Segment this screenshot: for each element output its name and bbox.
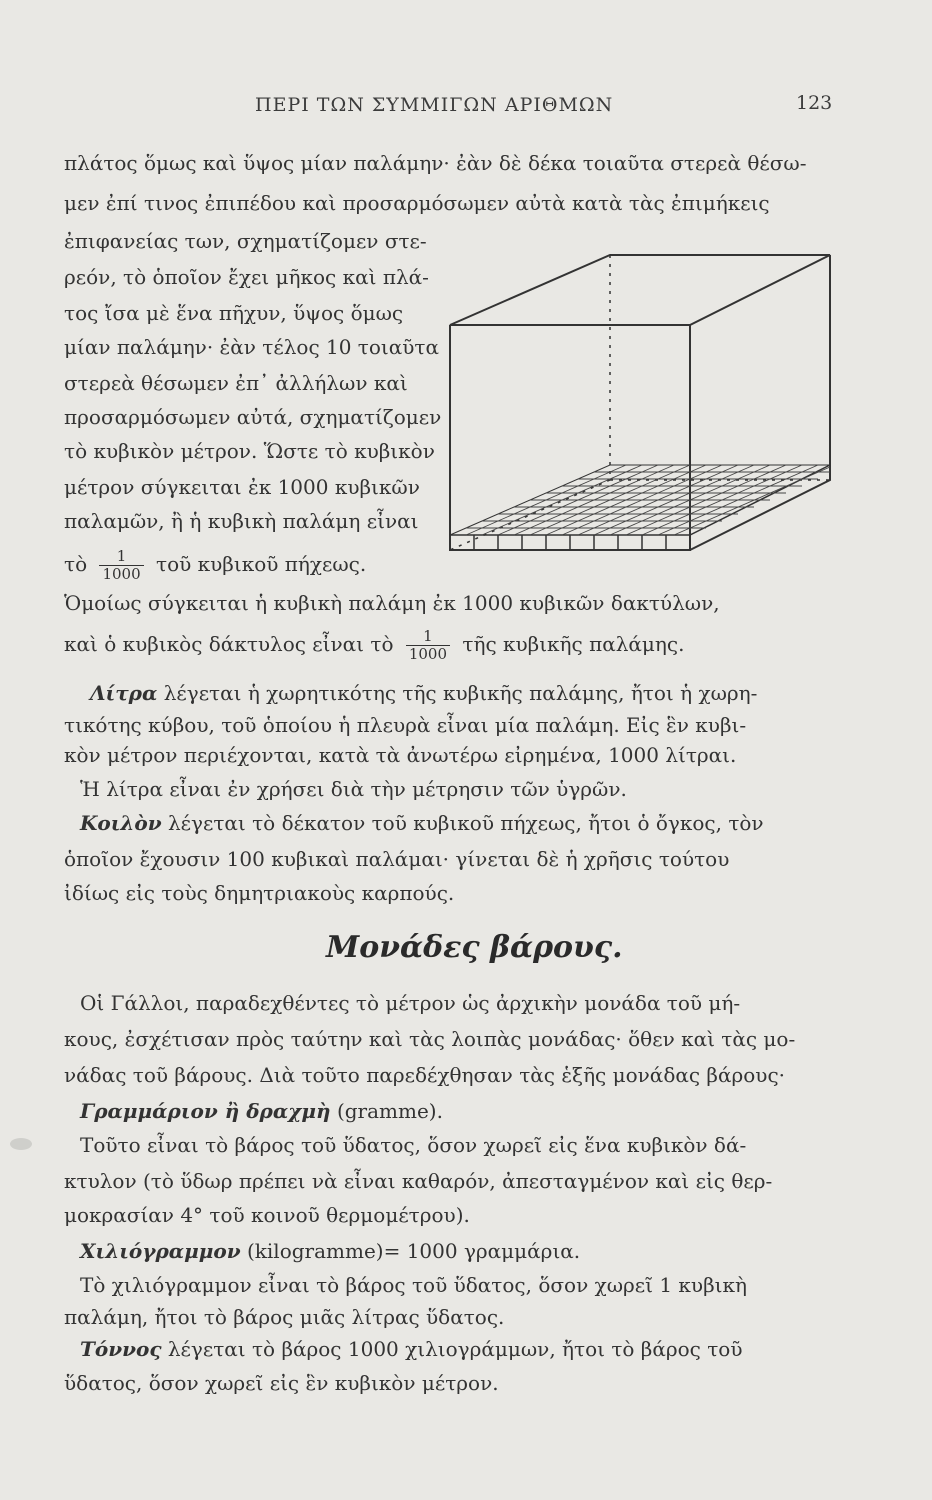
text-line: ὕδατος, ὅσον χωρεῖ εἰς ἓν κυβικὸν μέτρον. [64,1371,499,1395]
text-line: ἐπιφανείας των, σχηματίζομεν στε- [64,229,427,253]
fraction-denominator: 1000 [102,565,141,583]
text-line: μίαν παλάμην· ἐὰν τέλος 10 τοιαῦτα [64,335,439,359]
running-title: ΠΕΡΙ ΤΩΝ ΣΥΜΜΙΓΩΝ ΑΡΙΘΜΩΝ [255,94,614,116]
fraction-line-suffix: τοῦ κυβικοῦ πήχεως. [156,552,367,576]
fraction-numerator: 1 [99,548,143,566]
text-span: λέγεται ἡ χωρητικότης τῆς κυβικῆς παλάμης, ἤτοι ἡ χωρη- [163,681,758,705]
text-span: (kilogramme)= 1000 γραμμάρια. [246,1239,581,1263]
fraction-denominator: 1000 [408,645,448,663]
fraction [99,548,143,583]
text-line: Τοῦτο εἶναι τὸ βάρος τοῦ ὕδατος, ὅσον χωρεῖ εἰς ἕνα κυβικὸν δά- [80,1133,747,1157]
text-line: ὁποῖον ἔχουσιν 100 κυβικαὶ παλάμαι· γίνεται δὲ ἡ χρῆσις τούτου [64,847,730,871]
cubic-meter-diagram [430,235,850,565]
slab-front-ticks [474,535,666,550]
text-line: κτυλον (τὸ ὕδωρ πρέπει νὰ εἶναι καθαρόν, ἀπεσταγμένον καὶ εἰς θερ- [64,1169,773,1193]
text-line: μέτρον σύγκειται ἐκ 1000 κυβικῶν [64,475,420,499]
text-line: Ἡ λίτρα εἶναι ἐν χρήσει διὰ τὴν μέτρησιν τῶν ὑγρῶν. [80,777,627,801]
section-title: Μονάδες βάρους. [326,930,623,965]
text-line: νάδας τοῦ βάρους. Διὰ τοῦτο παρεδέχθησαν τὰς ἑξῆς μονάδας βάρους· [64,1063,786,1087]
text-line: πλάτος ὅμως καὶ ὕψος μίαν παλάμην· ἐὰν δὲ δέκα τοιαῦτα στερεὰ θέσω- [64,151,807,175]
text-line: παλάμη, ἤτοι τὸ βάρος μιᾶς λίτρας ὕδατος. [64,1305,505,1329]
cube-side-edge [690,255,830,550]
text-line: Οἱ Γάλλοι, παραδεχθέντες τὸ μέτρον ὡς ἀρχικὴν μονάδα τοῦ μή- [80,991,741,1015]
text-line: στερεὰ θέσωμεν ἐπ᾽ ἀλλήλων καὶ [64,371,408,395]
fraction-line [64,548,366,583]
term-gramm: Γραμμάριον ἢ δραχμὴ [80,1099,331,1123]
text-line: ἰδίως εἰς τοὺς δημητριακοὺς καρπούς. [64,881,455,905]
text-line: τος ἴσα μὲ ἕνα πῆχυν, ὕψος ὅμως [64,301,404,325]
fraction-line-prefix: τὸ [64,552,88,576]
margin-blot [10,1138,32,1150]
term-tonnos: Τόννος [80,1337,162,1361]
text-line: Τὸ χιλιόγραμμον εἶναι τὸ βάρος τοῦ ὕδατος, ὅσον χωρεῖ 1 κυβικὴ [80,1273,747,1297]
page-number: 123 [796,92,833,114]
koilon-paragraph-start [80,810,764,836]
text-span: λέγεται τὸ δέκατον τοῦ κυβικοῦ πήχεως, ἤτοι ὁ ὄγκος, τὸν [168,811,764,835]
fraction-line-suffix: τῆς κυβικῆς παλάμης. [462,632,685,656]
text-line: κὸν μέτρον περιέχονται, κατὰ τὰ ἀνωτέρω εἰρημένα, 1000 λίτραι. [64,743,737,767]
litra-paragraph-start [90,680,757,706]
text-line: ρεόν, τὸ ὁποῖον ἔχει μῆκος καὶ πλά- [64,265,429,289]
cube-top-face [450,255,830,325]
text-span: λέγεται τὸ βάρος 1000 χιλιογράμμων, ἤτοι τὸ βάρος τοῦ [167,1337,743,1361]
fraction [406,628,450,663]
text-line: μεν ἐπί τινος ἐπιπέδου καὶ προσαρμόσωμεν αὐτὰ κατὰ τὰς ἐπιμήκεις [64,191,770,215]
gramm-heading [80,1098,443,1124]
term-koilon: Κοιλὸν [80,811,162,835]
tonnos-paragraph-start [80,1336,742,1362]
kilo-heading [80,1238,580,1264]
slab-grid [466,465,830,535]
term-litra: Λίτρα [90,681,158,705]
text-line: μοκρασίαν 4° τοῦ κοινοῦ θερμομέτρου). [64,1203,470,1227]
text-line: τὸ κυβικὸν μέτρον. Ὥστε τὸ κυβικὸν [64,439,435,463]
cube-front-face [450,325,690,550]
fraction-line-prefix: καὶ ὁ κυβικὸς δάκτυλος εἶναι τὸ [64,632,394,656]
text-line: κους, ἐσχέτισαν πρὸς ταύτην καὶ τὰς λοιπὰς μονάδας· ὅθεν καὶ τὰς μο- [64,1027,796,1051]
fraction-numerator: 1 [406,628,450,646]
text-line: τικότης κύβου, τοῦ ὁποίου ἡ πλευρὰ εἶναι μία παλάμη. Εἰς ἓν κυβι- [64,713,747,737]
text-line: παλαμῶν, ἢ ἡ κυβικὴ παλάμη εἶναι [64,509,419,533]
text-span: (gramme). [336,1099,443,1123]
text-line: Ὁμοίως σύγκειται ἡ κυβικὴ παλάμη ἐκ 1000 κυβικῶν δακτύλων, [64,591,720,615]
text-line: προσαρμόσωμεν αὐτά, σχηματίζομεν [64,405,442,429]
fraction-line [64,628,684,663]
term-kilo: Χιλιόγραμμον [80,1239,241,1263]
